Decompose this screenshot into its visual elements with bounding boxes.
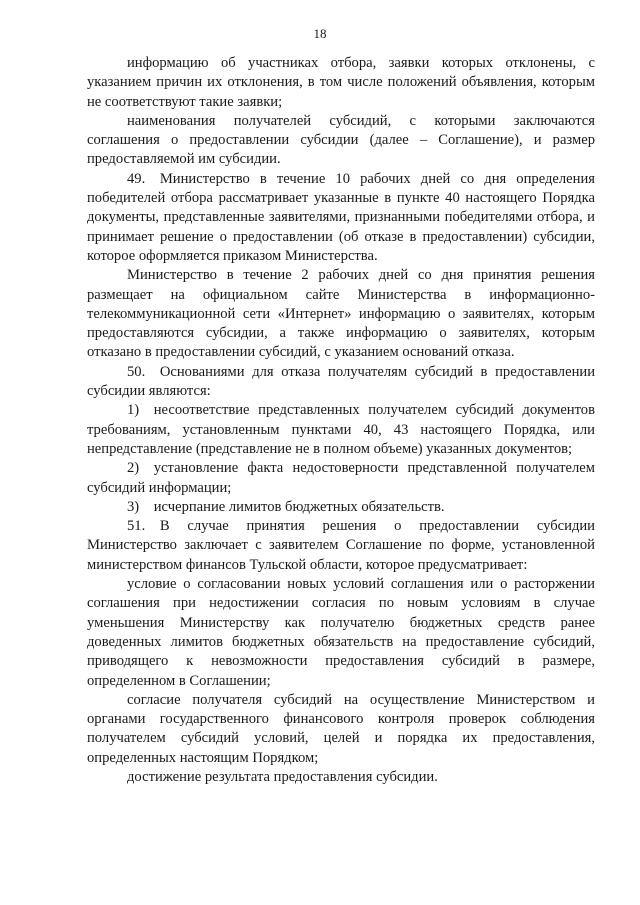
document-body [87, 54, 595, 787]
paragraph: достижение результата предоставления субсидии. [127, 768, 438, 785]
paragraph-item-50: 50. Основаниями для отказа получателям субсидий в предоставлении субсидии являются: [87, 363, 595, 400]
paragraph: согласие получателя субсидий на осуществление Министерством и органами государственного финансового контроля проверок соблюдения получателем субсидий условий, целей и порядка их предоставления, определенных настоящим Порядком; [87, 691, 595, 766]
page-number: 18 [313, 26, 327, 41]
paragraph: наименования получателей субсидий, с которыми заключаются соглашения о предоставлении субсидии (далее – Соглашение), и размер предоставляемой им субсидии. [87, 112, 595, 168]
paragraph-item-51: 51. В случае принятия решения о предоставлении субсидии Министерство заключает с заявителем Соглашение по форме, установленной министерством финансов Тульской области, которое предусматривает: [87, 518, 595, 573]
paragraph: Министерство в течение 2 рабочих дней со дня принятия решения размещает на официальном сайте Министерства в информационно-телекоммуникационной сети «Интернет» информацию о заявителях, которым предоставляются субсидии, а также информацию о заявителях, которым отказано в предоставлении субсидий, с указанием оснований отказа. [87, 267, 595, 361]
paragraph: условие о согласовании новых условий соглашения или о расторжении соглашения при недостижении согласия по новым условиям в случае уменьшения Министерству как получателю бюджетных средств ранее доведенных лимитов бюджетных обязательств на предоставление субсидий, приводящего к невозможности предоставления субсидий в размере, определенном в Соглашении; [87, 576, 595, 689]
paragraph: информацию об участниках отбора, заявки которых отклонены, с указанием причин их отклонения, в том числе положений объявления, которым не соответствуют такие заявки; [87, 55, 595, 110]
list-item: 3) исчерпание лимитов бюджетных обязательств. [127, 498, 445, 515]
paragraph-item-49: 49. Министерство в течение 10 рабочих дней со дня определения победителей отбора рассматривает указанные в пункте 40 настоящего Порядка документы, представленные заявителями, признанными победителями отбора, и принимает решение о предоставлении (об отказе в предоставлении) субсидии, которое оформляется приказом Министерства. [87, 170, 595, 264]
list-item: 1) несоответствие представленных получателем субсидий документов требованиям, установленным пунктами 40, 43 настоящего Порядка, или непредставление (представление не в полном объеме) указанных документов; [87, 402, 595, 457]
list-item: 2) установление факта недостоверности представленной получателем субсидий информации; [87, 460, 595, 496]
